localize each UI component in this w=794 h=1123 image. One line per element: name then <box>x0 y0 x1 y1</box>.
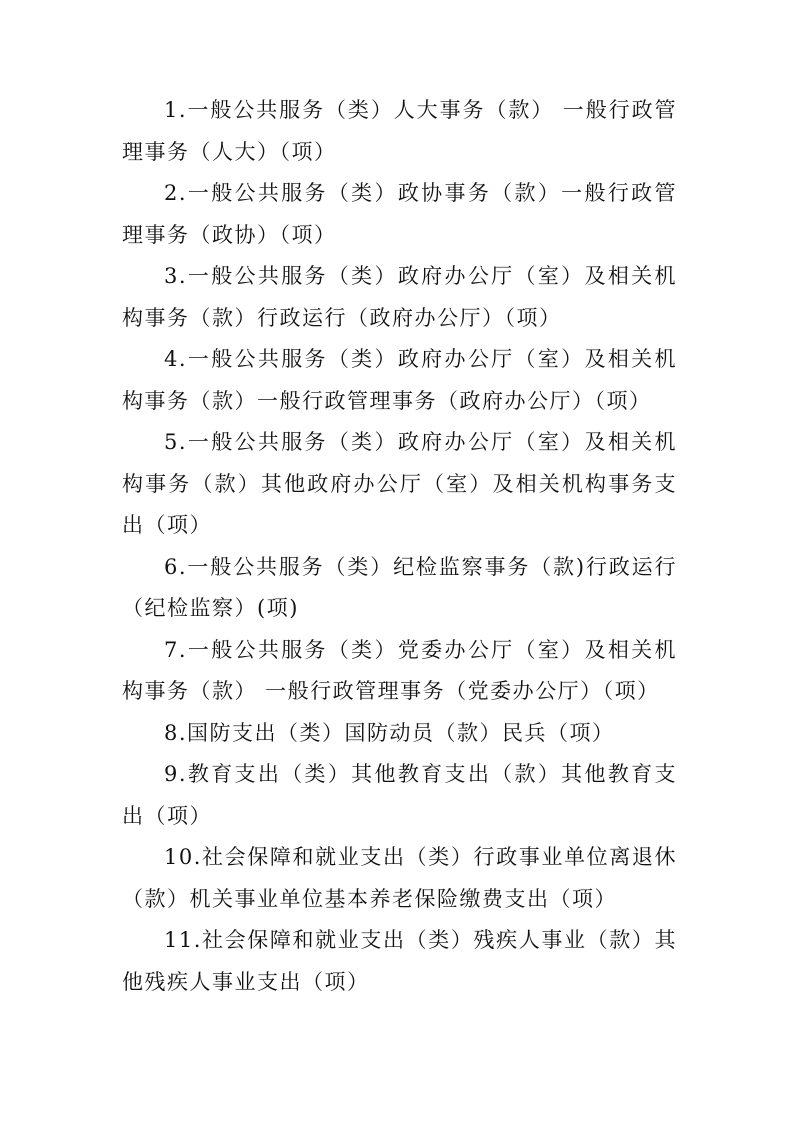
list-item: 4.一般公共服务（类）政府办公厅（室）及相关机构事务（款）一般行政管理事务（政府办公厅）（项） <box>122 347 677 413</box>
list-item: 8.国防支出（类）国防动员（款）民兵（项） <box>164 720 615 745</box>
list-item: 11.社会保障和就业支出（类）残疾人事业（款）其他残疾人事业支出（项） <box>122 928 677 994</box>
list-item: 6.一般公共服务（类）纪检监察事务（款)行政运行（纪检监察）(项) <box>122 554 677 620</box>
list-item: 2.一般公共服务（类）政协事务（款）一般行政管理事务（政协）（项） <box>122 181 677 247</box>
list-item: 1.一般公共服务（类）人大事务（款） 一般行政管理事务（人大）（项） <box>122 98 677 164</box>
list-item: 9.教育支出（类）其他教育支出（款）其他教育支出（项） <box>122 762 677 828</box>
list-item: 7.一般公共服务（类）党委办公厅（室）及相关机构事务（款） 一般行政管理事务（党委办公厅）（项） <box>122 637 677 703</box>
list-item: 3.一般公共服务（类）政府办公厅（室）及相关机构事务（款）行政运行（政府办公厅）（项） <box>122 264 677 330</box>
list-item: 5.一般公共服务（类）政府办公厅（室）及相关机构事务（款）其他政府办公厅（室）及相关机构事务支出（项） <box>122 430 677 537</box>
list-item: 10.社会保障和就业支出（类）行政事业单位离退休（款）机关事业单位基本养老保险缴费支出（项） <box>122 845 677 911</box>
document-body <box>122 90 677 1003</box>
